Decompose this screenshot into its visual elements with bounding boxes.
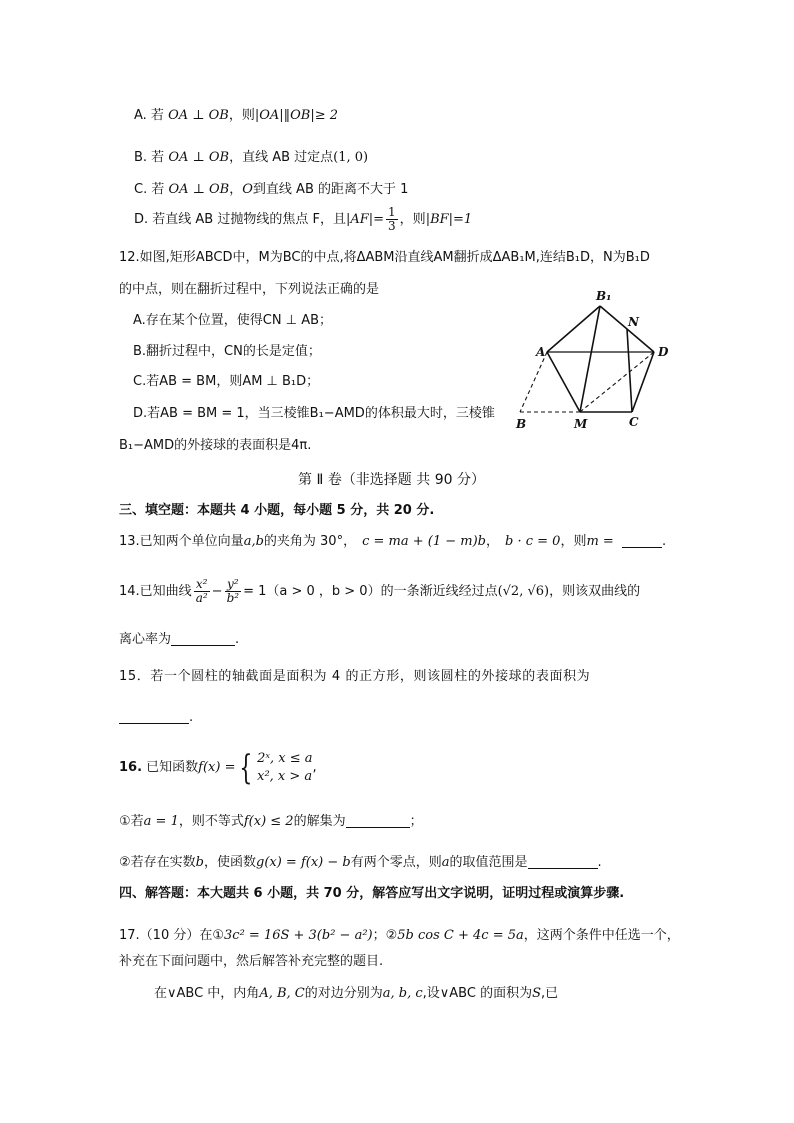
folded-rectangle-diagram (512, 288, 682, 438)
q11-d-fraction (386, 206, 398, 233)
q11-d-math2: |BF|=1 (425, 212, 473, 227)
q14-line1: 14.已知曲线 $\frac{\text{x²}}{\text{a²}}$ − $\frac{\text{y²}}{\text{b²}}$ = 1（a > 0 ，b > 0）的一条渐近线经过点(√2, √6)，则该双曲线的 (119, 577, 641, 605)
q11-c-prefix: C. 若 (134, 182, 169, 197)
q14-answer-blank[interactable] (171, 631, 235, 646)
q14-point: (√2, √6) (497, 584, 550, 599)
q16-sub1-inequality: f(x) ≤ 2 (243, 814, 294, 829)
q16-sub2-g: g(x) = f(x) − b (256, 855, 351, 870)
q17-area-symbol: S (532, 986, 541, 1001)
q13-eq1: c = ma + (1 − m)b (362, 534, 486, 549)
q16-cases (257, 750, 312, 786)
label-d: D (658, 345, 669, 359)
q16-sub2-a: a (441, 855, 450, 870)
q16-sub1-tail: 的解集为 (293, 814, 346, 829)
q11-c-cond: OA ⊥ OB (168, 182, 230, 197)
section-4-heading: 四、解答题：本大题共 6 小题，共 70 分，解答应写出文字说明，证明过程或演算步骤. (119, 886, 625, 901)
edge-c-d (632, 352, 654, 412)
q11-b-cond: OA ⊥ OB (168, 150, 230, 165)
q11-c-tail: 到直线 AB 的距离不大于 1 (252, 182, 409, 197)
q16-sub2-end: . (597, 855, 602, 870)
q11-d-denominator: 3 (388, 219, 396, 233)
label-b: B (516, 417, 527, 431)
q14-y-numerator: y² (225, 578, 242, 592)
q11-a-prefix: A. 若 (134, 108, 169, 123)
q12-geometry-figure (512, 288, 682, 438)
q13-mid3: ，则 (560, 534, 587, 549)
q14-line2-text: 离心率为 (119, 632, 172, 647)
q15-line1: 15．若一个圆柱的轴截面是面积为 4 的正方形，则该圆柱的外接球的表面积为 (119, 669, 591, 684)
q16-sub1-a: a = 1 (143, 814, 179, 829)
q13-eq2: b · c = 0 (505, 534, 561, 549)
q16-sub2-prefix: ②若存在实数 (119, 855, 196, 870)
q16-sub1-mid: ，则不等式 (178, 814, 244, 829)
q15-answer-blank[interactable] (119, 709, 189, 724)
q11-d-prefix: D. 若直线 AB 过抛物线的焦点 F，且 (134, 212, 346, 227)
q11-option-c (134, 180, 408, 200)
q14-prefix: 14.已知曲线 (119, 584, 192, 599)
q16-label: 16. (119, 760, 143, 775)
q14-x-numerator: x² (194, 578, 210, 592)
q17-angles: A, B, C (259, 986, 305, 1001)
q13-eq3: m = (586, 534, 614, 549)
q14-y-denominator: b² (226, 591, 240, 605)
q16-sub2-tail: 有两个零点，则 (350, 855, 442, 870)
q17-sides: a, b, c (382, 986, 423, 1001)
q13-end: . (661, 534, 667, 549)
q16-sub1-answer-blank[interactable] (346, 813, 410, 828)
q16-end: , (312, 760, 317, 775)
q16-prefix: 已知函数 (142, 760, 199, 775)
q13-mid2: ， (486, 534, 500, 549)
q11-b-mid: ，直线 AB 过定点 (229, 150, 334, 165)
q17-line3 (154, 984, 558, 1004)
edge-a-m (547, 352, 580, 412)
q16-sub1-end: ； (409, 814, 423, 829)
q17-condition1: 3c² = 16S + 3(b² − a²) (224, 928, 373, 943)
q12-stem-line2: 的中点，则在翻折过程中，下列说法正确的是 (119, 282, 380, 297)
q14-tail: ，则该双曲线的 (549, 584, 641, 599)
edge-b1-m (580, 306, 600, 412)
q15-line2-end: . (189, 710, 194, 725)
q15-line2 (119, 708, 193, 728)
q16-sub1 (119, 812, 423, 832)
q11-b-prefix: B. 若 (134, 150, 169, 165)
q16-fx: f(x) = (198, 760, 236, 775)
q14-line2 (119, 630, 239, 650)
q14-line2-end: . (235, 632, 240, 647)
q16-case2: x², x > a (257, 768, 313, 784)
q17-line3-mid2: ,设∨ABC 的面积为 (422, 986, 533, 1001)
q16-sub2-mid: ，使函数 (203, 855, 256, 870)
q17-line3-mid: 的对边分别为 (304, 986, 383, 1001)
q16-sub2 (119, 853, 602, 873)
q13-prefix: 13.已知两个单位向量 (119, 534, 244, 549)
q16-stem (119, 748, 317, 788)
q11-b-math: (1, 0) (333, 150, 369, 165)
q14-x-denominator: a² (195, 591, 208, 605)
q12-option-d-line1: D.若AB = BM = 1，当三棱锥B₁−AMD的体积最大时，三棱锥 (133, 406, 495, 421)
q17-line1 (119, 926, 680, 946)
q13 (119, 532, 666, 552)
q16-sub2-b: b (195, 855, 204, 870)
q14-x-fraction (194, 578, 210, 605)
q11-d-math1: |AF|= (345, 212, 385, 227)
q12-option-b: B.翻折过程中，CN的长是定值； (133, 344, 321, 359)
q11-a-cond: OA ⊥ OB (168, 108, 229, 123)
label-m: M (574, 417, 588, 431)
q11-a-math: |OA|‖OB|≥ 2 (254, 108, 339, 123)
q14-equation: = 1（a > 0 ，b > 0）的一条渐近线经过点 (243, 584, 498, 599)
q16-case1: 2ˣ, x ≤ a (257, 750, 313, 766)
q12-stem-line1: 12.如图,矩形ABCD中，M为BC的中点,将ΔABM沿直线AM翻折成ΔAB₁M,连结B₁D，N为B₁D (119, 250, 650, 265)
label-b1: B₁ (596, 289, 612, 303)
q17-line2: 补充在下面问题中，然后解答补充完整的题目. (119, 954, 384, 969)
q16-sub2-tail2: 的取值范围是 (449, 855, 528, 870)
q13-vars: a,b (243, 534, 264, 549)
q11-option-d (134, 206, 472, 233)
q11-d-mid: ，则 (399, 212, 426, 227)
q11-option-b (134, 148, 368, 168)
q13-mid1: 的夹角为 30°， (263, 534, 357, 549)
label-a: A (536, 345, 546, 359)
q16-brace: { (239, 747, 253, 788)
label-n: N (628, 315, 639, 329)
q17-condition2: 5b cos C + 4c = 5a (397, 928, 524, 943)
q17-mid: ；② (372, 928, 398, 943)
q17-tail: ，这两个条件中任选一个， (523, 928, 680, 943)
edge-a-b-dashed (520, 352, 547, 412)
q11-c-math: O (242, 182, 253, 197)
q11-d-numerator: 1 (388, 205, 396, 219)
q16-sub2-answer-blank[interactable] (528, 854, 598, 869)
q11-c-mid: ， (229, 182, 243, 197)
q13-answer-blank[interactable] (622, 533, 662, 548)
q17-line3-prefix: 在∨ABC 中，内角 (154, 986, 260, 1001)
q12-option-c: C.若AB = BM，则AM ⊥ B₁D； (133, 374, 320, 389)
q12-option-d-line2: B₁−AMD的外接球的表面积是4π. (119, 438, 312, 453)
q14-y-fraction (225, 578, 242, 605)
q17-prefix: 17.（10 分）在① (119, 928, 225, 943)
section-3-heading: 三、填空题：本题共 4 小题，每小题 5 分，共 20 分. (119, 503, 435, 518)
q16-sub1-prefix: ①若 (119, 814, 144, 829)
q11-option-a (134, 106, 338, 126)
q12-option-a: A.存在某个位置，使得CN ⊥ AB； (133, 313, 332, 328)
label-c: C (629, 415, 639, 429)
q11-a-mid: ，则 (228, 108, 255, 123)
section-2-title: 第 Ⅱ 卷（非选择题 共 90 分） (298, 472, 485, 488)
q17-line3-end: ,已 (541, 986, 559, 1001)
